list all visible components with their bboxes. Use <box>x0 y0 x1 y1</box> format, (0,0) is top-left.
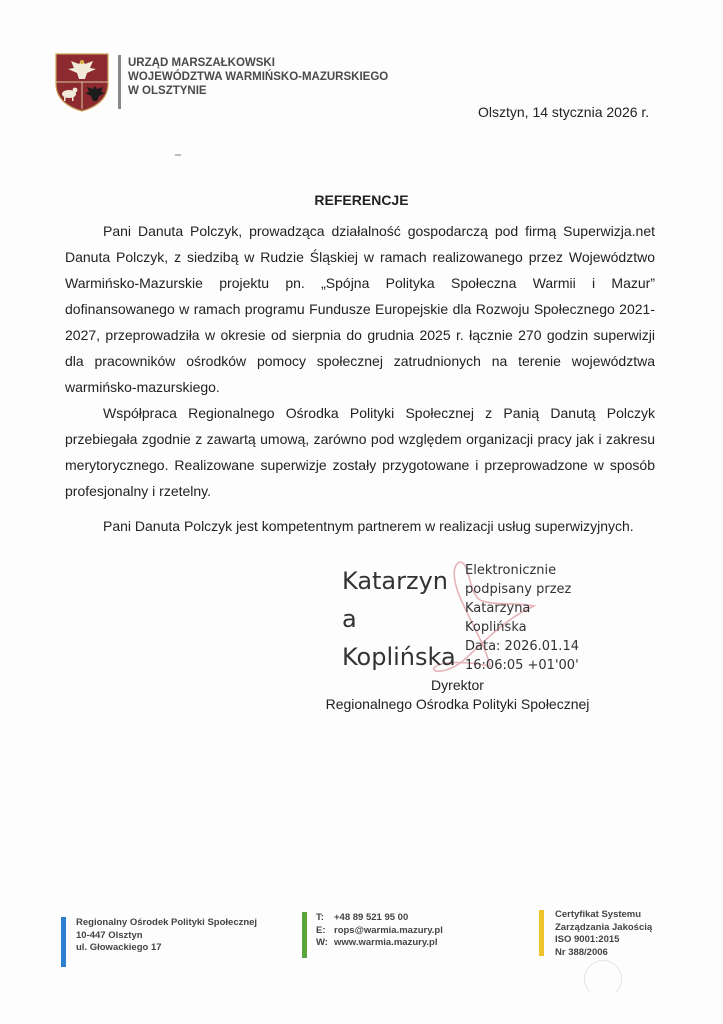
closing-sentence: Pani Danuta Polczyk jest kompetentnym partnerem w realizacji usług superwizyjnych. <box>103 518 634 534</box>
document-title: REFERENCJE <box>314 192 409 208</box>
certificate-line: ISO 9001:2015 <box>555 934 620 945</box>
footer-certificate <box>555 909 652 959</box>
signature-detail-line: Koplińska <box>465 620 527 635</box>
body-paragraph: Pani Danuta Polczyk, prowadząca działalność gospodarczą pod firmą Superwizja.net Danuta Polczyk, z siedzibą w Rudzie Śląskiej w ramach realizowanego przez Województwo Warmińsko-Mazurskie projektu pn. „Spójna Polityka Społeczna Warmii i Mazur” dofinansowanego w ramach programu Fundusze Europejskie dla Rozwoju Społecznego 2021-2027, przeprowadziła w okresie od sierpnia do grudnia 2025 r. łącznie 270 godzin superwizji dla pracowników ośrodków pomocy społecznej zatrudnionych na terenie województwa warmińsko-mazurskiego. <box>65 223 655 395</box>
signer-organization: Regionalnego Ośrodka Polityki Społecznej <box>325 696 590 712</box>
body-paragraph: Współpraca Regionalnego Ośrodka Polityki Społecznej z Panią Danutą Polczyk przebiegała zgodnie z zawartą umową, zarówno pod względem organizacji pracy jak i zakresu merytorycznego. Realizowane superwizje zostały przygotowane i przeprowadzone w sposób profesjonalny i rzetelny. <box>65 405 655 499</box>
header-divider <box>118 55 121 109</box>
signature-name <box>342 562 456 676</box>
letter-body <box>65 218 655 504</box>
footer-accent-bar-yellow <box>539 910 544 956</box>
signature-detail-line: podpisany przez <box>465 582 572 597</box>
org-name-line: WOJEWÓDZTWA WARMIŃSKO-MAZURSKIEGO <box>128 71 389 83</box>
organization-name <box>128 56 388 98</box>
coat-of-arms-icon <box>54 52 110 112</box>
signature-name-line: Koplińska <box>342 643 456 671</box>
footer-address-line: 10-447 Olsztyn <box>76 929 143 941</box>
signature-name-line: Katarzyn <box>342 567 449 595</box>
footer-phone <box>316 912 443 925</box>
org-name-line: W OLSZTYNIE <box>128 85 207 97</box>
signer-title <box>0 676 723 714</box>
email-label: E: <box>316 924 326 936</box>
certificate-line: Nr 388/2006 <box>555 946 608 958</box>
signature-details <box>465 561 579 675</box>
certificate-line: Zarządzania Jakością <box>555 921 653 933</box>
footer-web <box>316 937 443 950</box>
phone-label: T: <box>316 912 324 923</box>
signature-detail-line: 16:06:05 +01'00' <box>465 658 579 673</box>
faint-stamp-mark <box>584 960 622 998</box>
signature-name-line: a <box>342 605 357 633</box>
website: www.warmia.mazury.pl <box>334 937 438 948</box>
footer-address-line: Regionalny Ośrodek Polityki Społecznej <box>76 917 258 928</box>
footer-address <box>76 917 257 955</box>
letter-date: Olsztyn, 14 stycznia 2026 r. <box>478 104 650 120</box>
footer-email <box>316 925 443 938</box>
certificate-line: Certyfikat Systemu <box>555 909 642 920</box>
scan-speck <box>175 154 181 156</box>
phone-number: +48 89 521 95 00 <box>334 912 409 923</box>
signature-detail-line: Elektronicznie <box>465 563 557 578</box>
web-label: W: <box>316 937 328 948</box>
footer-contact <box>316 912 443 950</box>
footer-accent-bar-blue <box>61 917 66 967</box>
footer-address-line: ul. Głowackiego 17 <box>76 942 162 953</box>
org-name-line: URZĄD MARSZAŁKOWSKI <box>128 57 275 69</box>
footer-accent-bar-green <box>302 912 307 958</box>
signature-detail-line: Katarzyna <box>465 601 531 616</box>
email-address: rops@warmia.mazury.pl <box>334 924 443 936</box>
signature-detail-line: Data: 2026.01.14 <box>465 639 579 654</box>
signer-position: Dyrektor <box>431 677 484 693</box>
